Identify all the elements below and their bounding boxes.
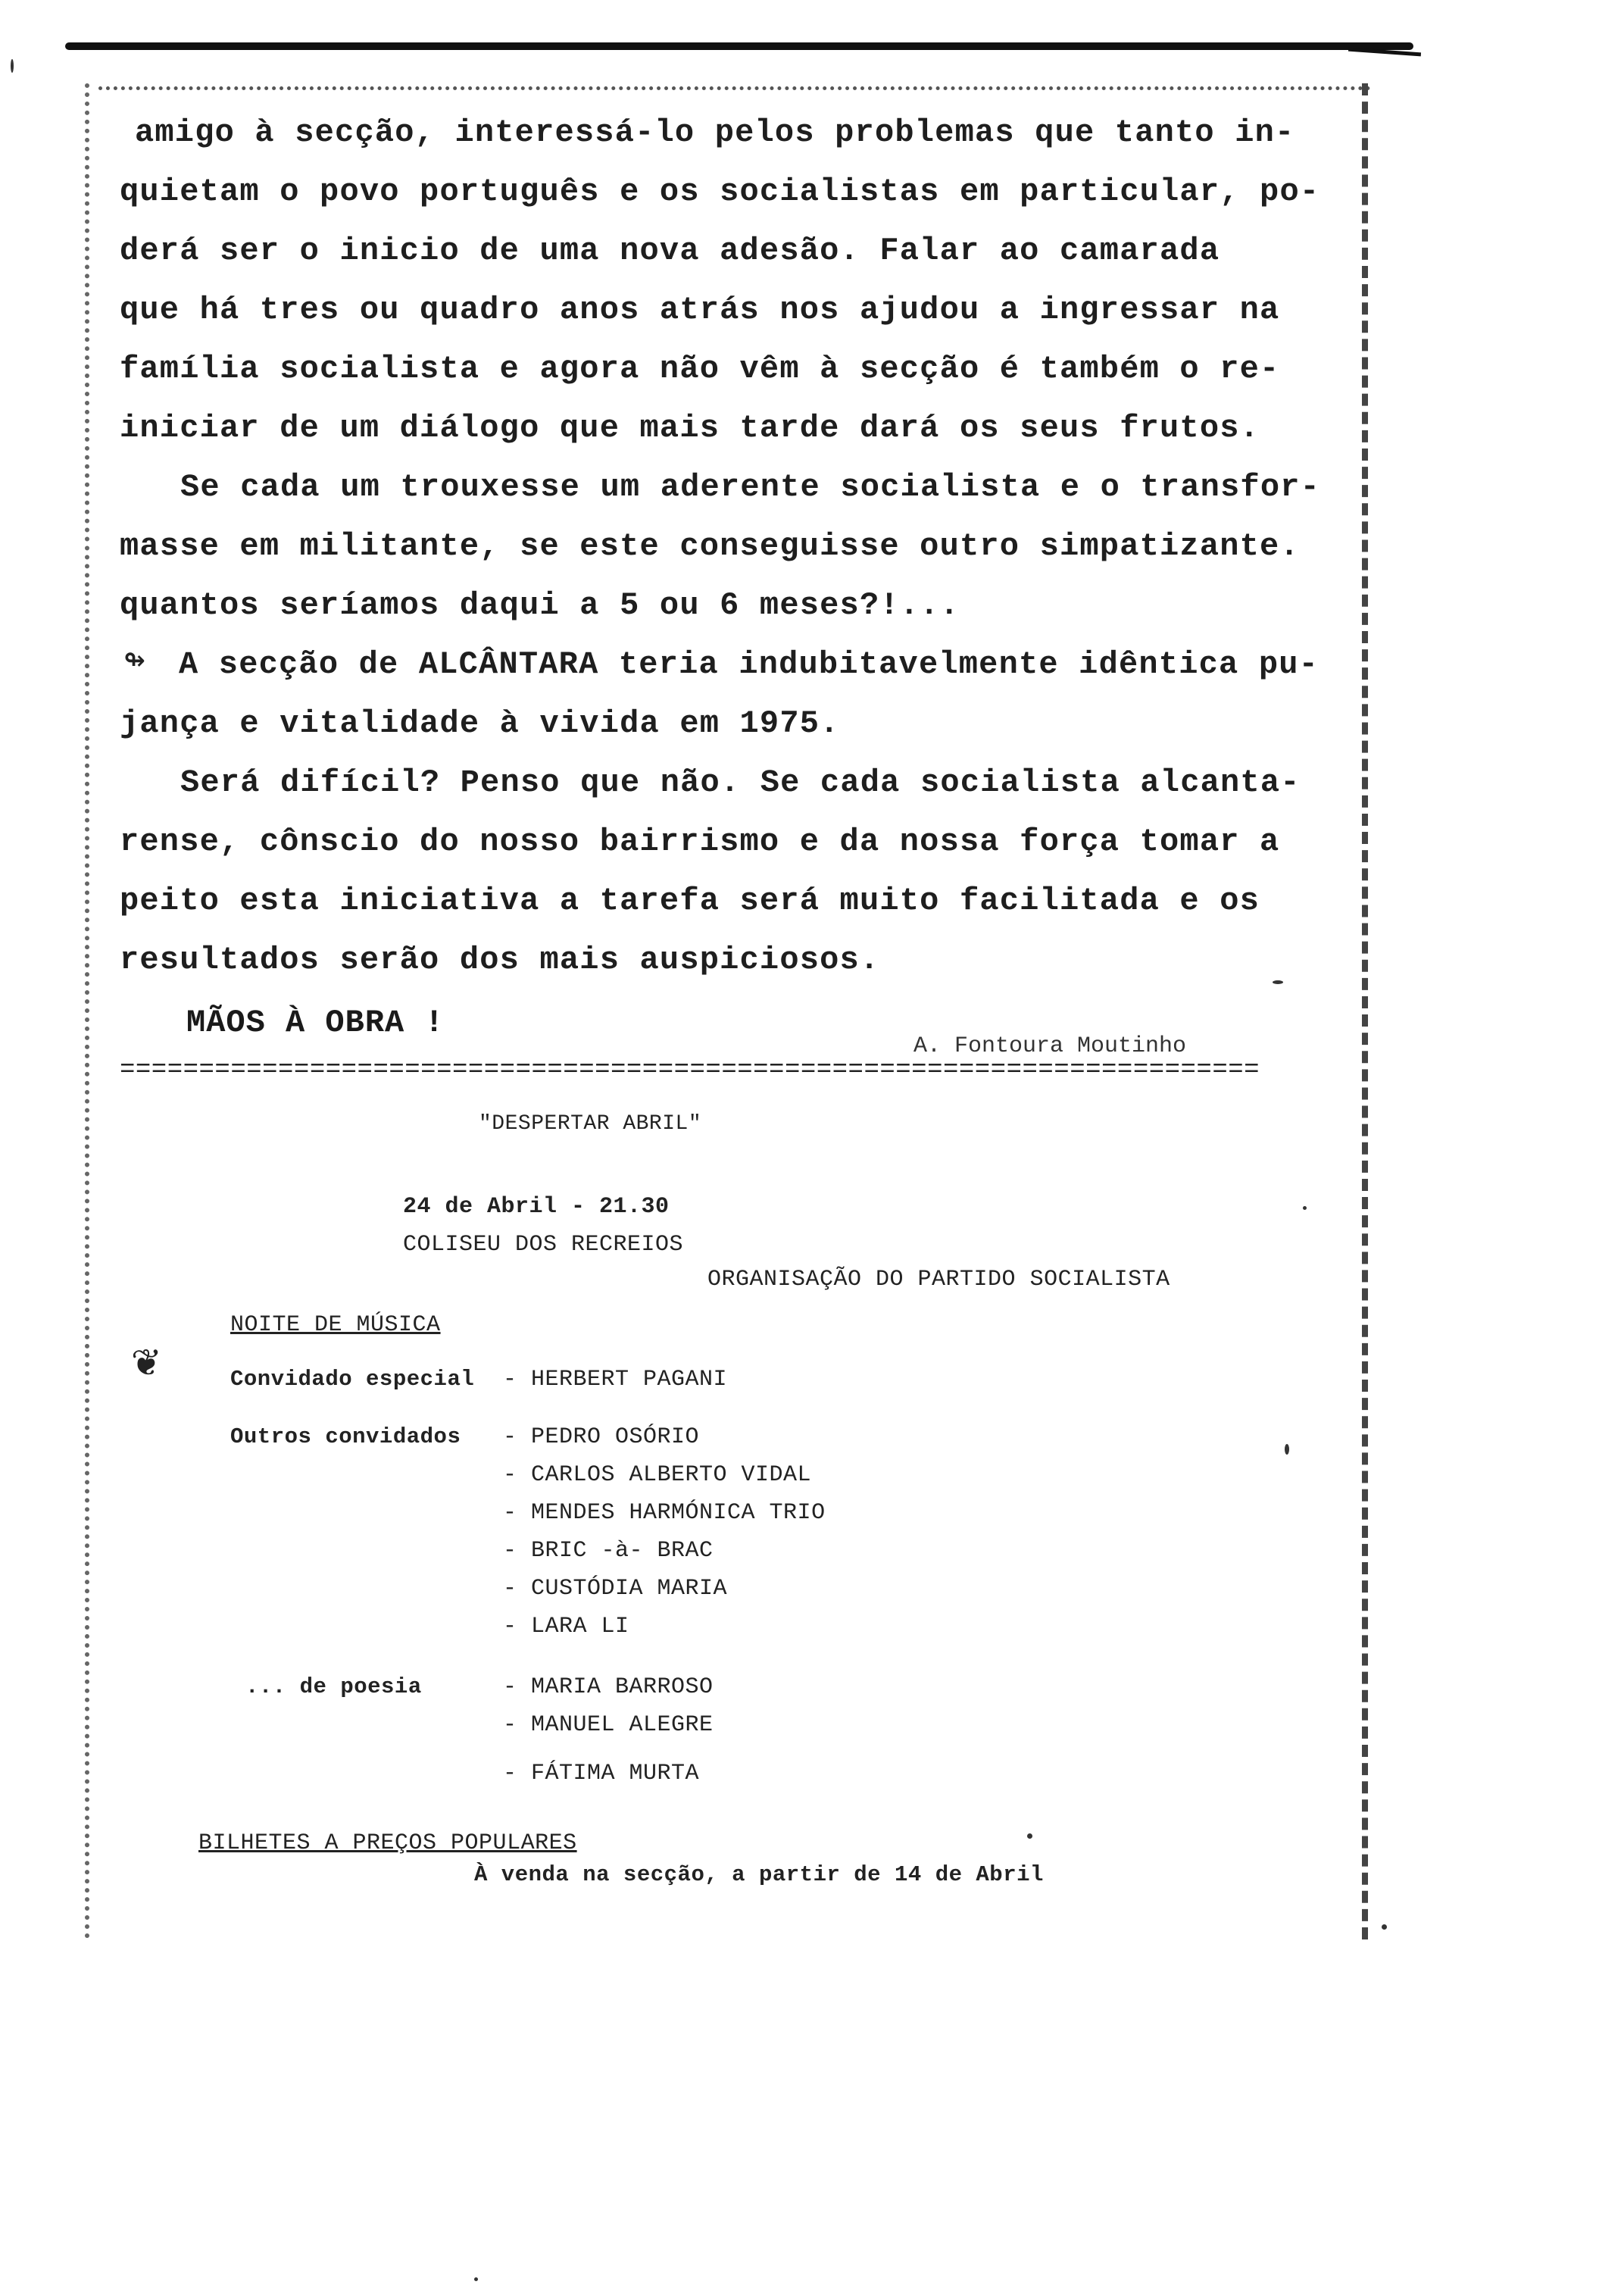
speck	[1027, 1833, 1032, 1839]
poetry-item: - MANUEL ALEGRE	[503, 1712, 714, 1738]
speck	[11, 59, 14, 73]
speck	[1382, 1924, 1387, 1930]
essay-line: que há tres ou quadro anos atrás nos ajudou a ingressar na	[120, 292, 1280, 328]
essay-line: amigo à secção, interessá-lo pelos problemas que tanto in-	[135, 114, 1295, 151]
essay-line: masse em militante, se este conseguisse outro simpatizante.	[120, 528, 1300, 564]
speck	[474, 2277, 478, 2281]
music-heading: NOITE DE MÚSICA	[230, 1312, 441, 1338]
guest-item: - LARA LI	[503, 1614, 629, 1639]
guest-item: - BRIC -à- BRAC	[503, 1538, 714, 1564]
tickets-sale-info: À venda na secção, a partir de 14 de Abril	[474, 1862, 1044, 1887]
essay-line: Se cada um trouxesse um aderente socialista e o transfor-	[180, 469, 1321, 505]
essay-line: família socialista e agora não vêm à secção é também o re-	[120, 351, 1280, 387]
event-title: "DESPERTAR ABRIL"	[479, 1112, 702, 1136]
speck	[1285, 1444, 1289, 1455]
guest-item: - PEDRO OSÓRIO	[503, 1424, 700, 1450]
guest-item: - MENDES HARMÓNICA TRIO	[503, 1500, 826, 1526]
essay-line: rense, cônscio do nosso bairrismo e da nossa força tomar a	[120, 824, 1280, 860]
essay-line: iniciar de um diálogo que mais tarde dará os seus frutos.	[120, 410, 1260, 446]
left-page-border	[85, 83, 95, 1939]
poetry-item: - FÁTIMA MURTA	[503, 1761, 700, 1786]
essay-line: resultados serão dos mais auspiciosos.	[120, 942, 880, 978]
hand-drawn-bird-icon: ❦	[132, 1338, 160, 1389]
essay-line: quantos seríamos daqui a 5 ou 6 meses?!...	[120, 587, 960, 624]
speck	[1273, 980, 1283, 984]
event-organiser: ORGANISAÇÃO DO PARTIDO SOCIALISTA	[707, 1267, 1170, 1292]
essay-line: jança e vitalidade à vivida em 1975.	[120, 705, 840, 742]
top-rule	[65, 42, 1413, 50]
guest-item: - CARLOS ALBERTO VIDAL	[503, 1462, 812, 1488]
special-guest: - HERBERT PAGANI	[503, 1367, 728, 1392]
essay-line: quietam o povo português e os socialistas em particular, po-	[120, 173, 1320, 210]
handwritten-mark-icon: ↬	[124, 642, 145, 681]
event-venue: COLISEU DOS RECREIOS	[403, 1232, 684, 1258]
poetry-label: ... de poesia	[245, 1674, 422, 1699]
speck	[1303, 1206, 1307, 1210]
author-signature: A. Fontoura Moutinho	[914, 1033, 1187, 1059]
separator-line: ========================================================================	[120, 1056, 1260, 1085]
tickets-heading: BILHETES A PREÇOS POPULARES	[198, 1830, 577, 1856]
guest-item: - CUSTÓDIA MARIA	[503, 1576, 728, 1602]
dotted-rule	[98, 86, 1371, 95]
right-page-border	[1362, 83, 1374, 1939]
essay-line: A secção de ALCÂNTARA teria indubitavelmente idêntica pu-	[179, 646, 1320, 683]
closing-call: MÃOS À OBRA !	[186, 1005, 445, 1041]
essay-line: derá ser o inicio de uma nova adesão. Falar ao camarada	[120, 233, 1220, 269]
essay-line: Será difícil? Penso que não. Se cada socialista alcanta-	[180, 764, 1301, 801]
other-guests-label: Outros convidados	[230, 1424, 461, 1449]
event-date-time: 24 de Abril - 21.30	[403, 1194, 670, 1220]
essay-line: peito esta iniciativa a tarefa será muito facilitada e os	[120, 883, 1260, 919]
special-guest-label: Convidado especial	[230, 1367, 475, 1392]
poetry-item: - MARIA BARROSO	[503, 1674, 714, 1700]
